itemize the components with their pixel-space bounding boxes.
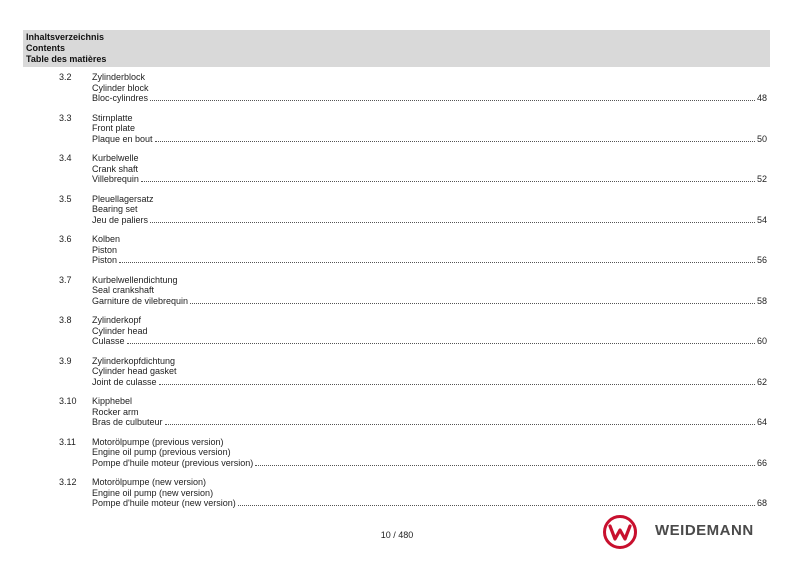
entry-title-de: Pleuellagersatz	[92, 193, 154, 204]
entry-title-de: Kipphebel	[92, 396, 133, 406]
entry-page-number[interactable]: 56	[756, 255, 767, 265]
toc-entry[interactable]	[0, 396, 794, 437]
entry-leader-row	[92, 336, 767, 347]
entry-title-fr: Pompe d'huile moteur (new version)	[92, 498, 236, 508]
toc-entry[interactable]	[0, 113, 794, 154]
toc-entry[interactable]	[0, 477, 794, 518]
entry-title-en: Crank shaft	[92, 163, 139, 174]
entry-leader-row	[92, 134, 767, 145]
entry-leader-row	[92, 296, 767, 307]
entry-number: 3.8	[59, 315, 72, 325]
header-title-en: Contents	[26, 43, 65, 53]
entry-lines	[92, 437, 767, 469]
entry-lines	[92, 477, 767, 509]
entry-leader-row	[92, 255, 767, 266]
toc-entry[interactable]	[0, 275, 794, 316]
entry-leader-row	[92, 458, 767, 469]
entry-lines	[92, 113, 767, 145]
entry-title-en: Engine oil pump (new version)	[92, 487, 214, 498]
entry-title-fr: Plaque en bout	[92, 133, 153, 144]
brand-name: WEIDEMANN	[655, 522, 754, 539]
entry-title-fr: Bras de culbuteur	[92, 417, 163, 427]
entry-title-en: Front plate	[92, 123, 136, 133]
entry-title-en: Seal crankshaft	[92, 285, 155, 295]
dot-leader	[127, 336, 755, 344]
dot-leader	[255, 458, 755, 466]
toc-header	[23, 30, 770, 67]
entry-page-number[interactable]: 68	[756, 498, 767, 508]
entry-lines	[92, 153, 767, 185]
entry-title-de: Stirnplatte	[92, 112, 133, 123]
entry-leader-row	[92, 417, 767, 428]
toc-entry[interactable]	[0, 437, 794, 478]
toc-entry[interactable]	[0, 356, 794, 397]
toc-entry[interactable]	[0, 72, 794, 113]
weidemann-logo-icon	[603, 515, 637, 549]
entry-lines	[92, 356, 767, 388]
entry-leader-row	[92, 174, 767, 185]
dot-leader	[165, 417, 755, 425]
toc-entry[interactable]	[0, 315, 794, 356]
entry-page-number[interactable]: 48	[756, 93, 767, 103]
entry-page-number[interactable]: 62	[756, 376, 767, 387]
entry-page-number[interactable]: 50	[756, 133, 767, 144]
entry-title-de: Zylinderblock	[92, 72, 146, 82]
entry-lines	[92, 194, 767, 226]
entry-title-fr: Bloc-cylindres	[92, 93, 149, 103]
entry-page-number[interactable]: 52	[756, 174, 767, 184]
entry-title-fr: Garniture de vilebrequin	[92, 295, 189, 306]
entry-lines	[92, 396, 767, 428]
entry-title-fr: Villebrequin	[92, 174, 139, 184]
toc-entry[interactable]	[0, 194, 794, 235]
dot-leader	[159, 377, 755, 385]
entry-title-de: Kurbelwellendichtung	[92, 274, 178, 285]
toc-entry[interactable]	[0, 234, 794, 275]
entry-title-de: Motorölpumpe (previous version)	[92, 436, 224, 447]
entry-number: 3.4	[59, 153, 72, 163]
entry-title-fr: Jeu de paliers	[92, 214, 149, 225]
entry-leader-row	[92, 498, 767, 509]
entry-title-de: Zylinderkopf	[92, 315, 142, 325]
entry-title-en: Cylinder head	[92, 325, 148, 336]
entry-title-en: Piston	[92, 244, 118, 255]
entry-lines	[92, 234, 767, 266]
dot-leader	[155, 134, 755, 142]
entry-title-de: Motorölpumpe (new version)	[92, 477, 207, 487]
entry-leader-row	[92, 377, 767, 388]
entry-number: 3.7	[59, 274, 72, 285]
entry-page-number[interactable]: 58	[756, 295, 767, 306]
entry-title-de: Kolben	[92, 234, 121, 244]
entry-number: 3.6	[59, 234, 72, 244]
entry-leader-row	[92, 93, 767, 104]
entry-number: 3.10	[59, 396, 77, 406]
entry-page-number[interactable]: 64	[756, 417, 767, 427]
toc-entry[interactable]	[0, 153, 794, 194]
entry-page-number[interactable]: 66	[756, 457, 767, 468]
entry-title-en: Rocker arm	[92, 406, 139, 417]
entry-lines	[92, 315, 767, 347]
toc-entries	[0, 72, 794, 518]
entry-lines	[92, 72, 767, 104]
entry-title-fr: Joint de culasse	[92, 376, 157, 387]
dot-leader	[150, 93, 755, 101]
header-title-fr: Table des matières	[26, 54, 107, 64]
entry-leader-row	[92, 215, 767, 226]
entry-title-en: Bearing set	[92, 204, 138, 214]
entry-title-en: Cylinder block	[92, 82, 149, 93]
entry-title-fr: Pompe d'huile moteur (previous version)	[92, 457, 254, 468]
page-indicator: 10 / 480	[380, 530, 414, 540]
dot-leader	[150, 215, 755, 223]
entry-page-number[interactable]: 60	[756, 336, 767, 346]
dot-leader	[119, 255, 755, 263]
entry-title-de: Zylinderkopfdichtung	[92, 355, 176, 366]
header-title-de: Inhaltsverzeichnis	[26, 32, 105, 42]
entry-number: 3.11	[59, 436, 76, 447]
entry-page-number[interactable]: 54	[756, 214, 767, 225]
entry-number: 3.5	[59, 193, 72, 204]
entry-title-en: Cylinder head gasket	[92, 366, 177, 376]
entry-number: 3.9	[59, 355, 72, 366]
entry-number: 3.12	[59, 477, 77, 487]
dot-leader	[238, 498, 755, 506]
entry-title-fr: Piston	[92, 255, 118, 265]
entry-title-fr: Culasse	[92, 336, 125, 346]
entry-title-de: Kurbelwelle	[92, 153, 139, 163]
entry-lines	[92, 275, 767, 307]
dot-leader	[190, 296, 755, 304]
dot-leader	[141, 174, 755, 182]
entry-number: 3.2	[59, 72, 72, 82]
entry-number: 3.3	[59, 112, 72, 123]
entry-title-en: Engine oil pump (previous version)	[92, 447, 231, 457]
